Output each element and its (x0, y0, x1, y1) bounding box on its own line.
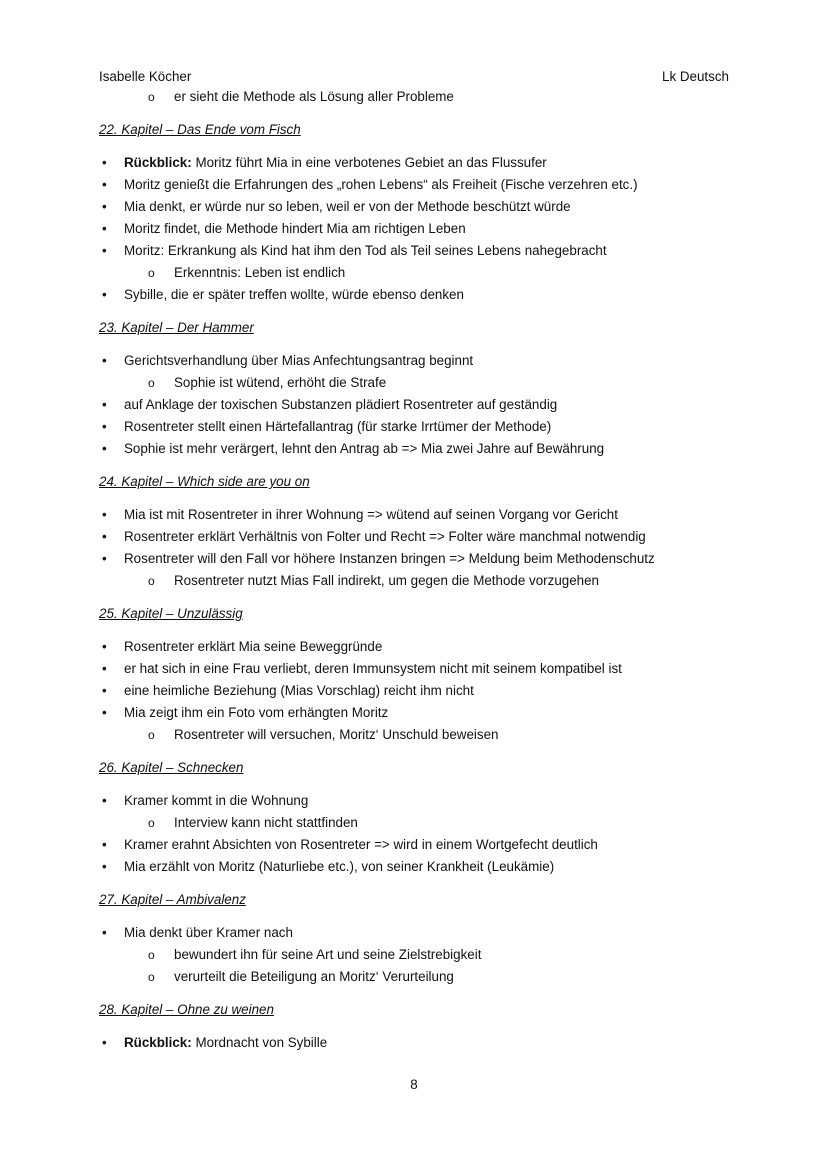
bullet-dot-icon: • (102, 529, 107, 544)
bullet-dot-icon: • (102, 793, 107, 808)
item-text: Sophie ist mehr verärgert, lehnt den Antrag ab => Mia zwei Jahre auf Bewährung (124, 441, 605, 456)
bullet-item (99, 658, 739, 680)
item-text: auf Anklage der toxischen Substanzen plädiert Rosentreter auf geständig (124, 397, 558, 412)
item-text: Mia ist mit Rosentreter in ihrer Wohnung => wütend auf seinen Vorgang vor Gericht (124, 507, 618, 522)
bullet-circle-icon: o (148, 816, 155, 830)
section-gap (99, 988, 739, 999)
bullet-circle-icon: o (148, 948, 155, 962)
sub-bullet-item (99, 570, 739, 592)
bullet-dot-icon: • (102, 925, 107, 940)
bullet-dot-icon: • (102, 155, 107, 170)
bullet-item (99, 240, 739, 262)
bullet-item (99, 196, 739, 218)
section-gap (99, 339, 739, 350)
bullet-circle-icon: o (148, 970, 155, 984)
section-gap (99, 1021, 739, 1032)
item-text: Rosentreter nutzt Mias Fall indirekt, um gegen die Methode vorzugehen (174, 573, 600, 588)
section-gap (99, 493, 739, 504)
bold-label: Rückblick: (124, 155, 192, 170)
bullet-dot-icon: • (102, 705, 107, 720)
item-text: Erkenntnis: Leben ist endlich (174, 265, 346, 280)
chapter-heading: 28. Kapitel – Ohne zu weinen (99, 1002, 274, 1017)
item-text: Gerichtsverhandlung über Mias Anfechtungsantrag beginnt (124, 353, 474, 368)
section-gap (99, 746, 739, 757)
bullet-circle-icon: o (148, 266, 155, 280)
section-gap (99, 878, 739, 889)
section-gap (99, 625, 739, 636)
header-course: Lk Deutsch (662, 69, 729, 84)
bullet-item (99, 790, 739, 812)
item-text: er sieht die Methode als Lösung aller Probleme (174, 89, 454, 104)
bullet-item (99, 350, 739, 372)
section-gap (99, 779, 739, 790)
bullet-dot-icon: • (102, 507, 107, 522)
sub-bullet-item (99, 372, 739, 394)
item-text: Sophie ist wütend, erhöht die Strafe (174, 375, 387, 390)
chapter-heading: 22. Kapitel – Das Ende vom Fisch (99, 122, 301, 137)
bullet-item (99, 680, 739, 702)
chapter-heading: 25. Kapitel – Unzulässig (99, 606, 243, 621)
item-text: Interview kann nicht stattfinden (174, 815, 358, 830)
item-text: Rosentreter will den Fall vor höhere Instanzen bringen => Meldung beim Methodenschutz (124, 551, 655, 566)
item-text: er hat sich in eine Frau verliebt, deren Immunsystem nicht mit seinem kompatibel ist (124, 661, 622, 676)
bullet-dot-icon: • (102, 243, 107, 258)
item-text: Rosentreter erklärt Verhältnis von Folter und Recht => Folter wäre manchmal notwendig (124, 529, 646, 544)
document-body (99, 86, 739, 1054)
bullet-item (99, 548, 739, 570)
item-text: Mia erzählt von Moritz (Naturliebe etc.), von seiner Krankheit (Leukämie) (124, 859, 555, 874)
section-gap (99, 108, 739, 119)
item-text: Moritz führt Mia in eine verbotenes Gebiet an das Flussufer (191, 155, 547, 170)
item-text: Moritz: Erkrankung als Kind hat ihm den Tod als Teil seines Lebens nahegebracht (124, 243, 607, 258)
chapter-heading: 27. Kapitel – Ambivalenz (99, 892, 246, 907)
chapter-heading: 23. Kapitel – Der Hammer (99, 320, 254, 335)
bullet-circle-icon: o (148, 376, 155, 390)
section-gap (99, 141, 739, 152)
section-gap (99, 306, 739, 317)
section-gap (99, 460, 739, 471)
bullet-dot-icon: • (102, 859, 107, 874)
bullet-dot-icon: • (102, 1035, 107, 1050)
sub-bullet-item (99, 966, 739, 988)
sub-bullet-item (99, 262, 739, 284)
sub-bullet-item (99, 86, 739, 108)
bullet-item (99, 152, 739, 174)
bullet-dot-icon: • (102, 353, 107, 368)
item-text: Kramer erahnt Absichten von Rosentreter => wird in einem Wortgefecht deutlich (124, 837, 598, 852)
bullet-item (99, 834, 739, 856)
item-text: Mia zeigt ihm ein Foto vom erhängten Moritz (124, 705, 389, 720)
item-text: eine heimliche Beziehung (Mias Vorschlag) reicht ihm nicht (124, 683, 474, 698)
bullet-dot-icon: • (102, 683, 107, 698)
bullet-item (99, 1032, 739, 1054)
bullet-item (99, 922, 739, 944)
bullet-dot-icon: • (102, 221, 107, 236)
bullet-dot-icon: • (102, 661, 107, 676)
item-text: Moritz findet, die Methode hindert Mia am richtigen Leben (124, 221, 466, 236)
header-author: Isabelle Köcher (99, 69, 192, 84)
bullet-item (99, 416, 739, 438)
bullet-dot-icon: • (102, 287, 107, 302)
sub-bullet-item (99, 944, 739, 966)
bullet-dot-icon: • (102, 397, 107, 412)
item-text: bewundert ihn für seine Art und seine Zielstrebigkeit (174, 947, 482, 962)
item-text: Mia denkt über Kramer nach (124, 925, 293, 940)
sub-bullet-item (99, 724, 739, 746)
bullet-dot-icon: • (102, 639, 107, 654)
bullet-dot-icon: • (102, 837, 107, 852)
bullet-dot-icon: • (102, 177, 107, 192)
section-gap (99, 592, 739, 603)
bullet-item (99, 526, 739, 548)
bullet-circle-icon: o (148, 574, 155, 588)
section-gap (99, 911, 739, 922)
bullet-item (99, 438, 739, 460)
bullet-item (99, 702, 739, 724)
item-text: Moritz genießt die Erfahrungen des „rohen Lebens“ als Freiheit (Fische verzehren etc.) (124, 177, 638, 192)
bullet-item (99, 636, 739, 658)
bullet-dot-icon: • (102, 441, 107, 456)
item-text: Kramer kommt in die Wohnung (124, 793, 309, 808)
bullet-item (99, 174, 739, 196)
bullet-dot-icon: • (102, 199, 107, 214)
bullet-item (99, 504, 739, 526)
bullet-circle-icon: o (148, 728, 155, 742)
bullet-item (99, 394, 739, 416)
bullet-dot-icon: • (102, 551, 107, 566)
page-number: 8 (410, 1077, 418, 1092)
item-text: Mordnacht von Sybille (191, 1035, 328, 1050)
item-text: Mia denkt, er würde nur so leben, weil er von der Methode beschützt würde (124, 199, 571, 214)
item-text: Rosentreter stellt einen Härtefallantrag (für starke Irrtümer der Methode) (124, 419, 552, 434)
chapter-heading: 26. Kapitel – Schnecken (99, 760, 244, 775)
bullet-item (99, 284, 739, 306)
sub-bullet-item (99, 812, 739, 834)
item-text: Rosentreter will versuchen, Moritz‘ Unschuld beweisen (174, 727, 499, 742)
bullet-item (99, 218, 739, 240)
bullet-circle-icon: o (148, 90, 155, 104)
bullet-dot-icon: • (102, 419, 107, 434)
item-text: Sybille, die er später treffen wollte, würde ebenso denken (124, 287, 464, 302)
item-text: Rosentreter erklärt Mia seine Beweggründe (124, 639, 383, 654)
bullet-item (99, 856, 739, 878)
chapter-heading: 24. Kapitel – Which side are you on (99, 474, 310, 489)
item-text: verurteilt die Beteiligung an Moritz‘ Verurteilung (174, 969, 454, 984)
bold-label: Rückblick: (124, 1035, 192, 1050)
